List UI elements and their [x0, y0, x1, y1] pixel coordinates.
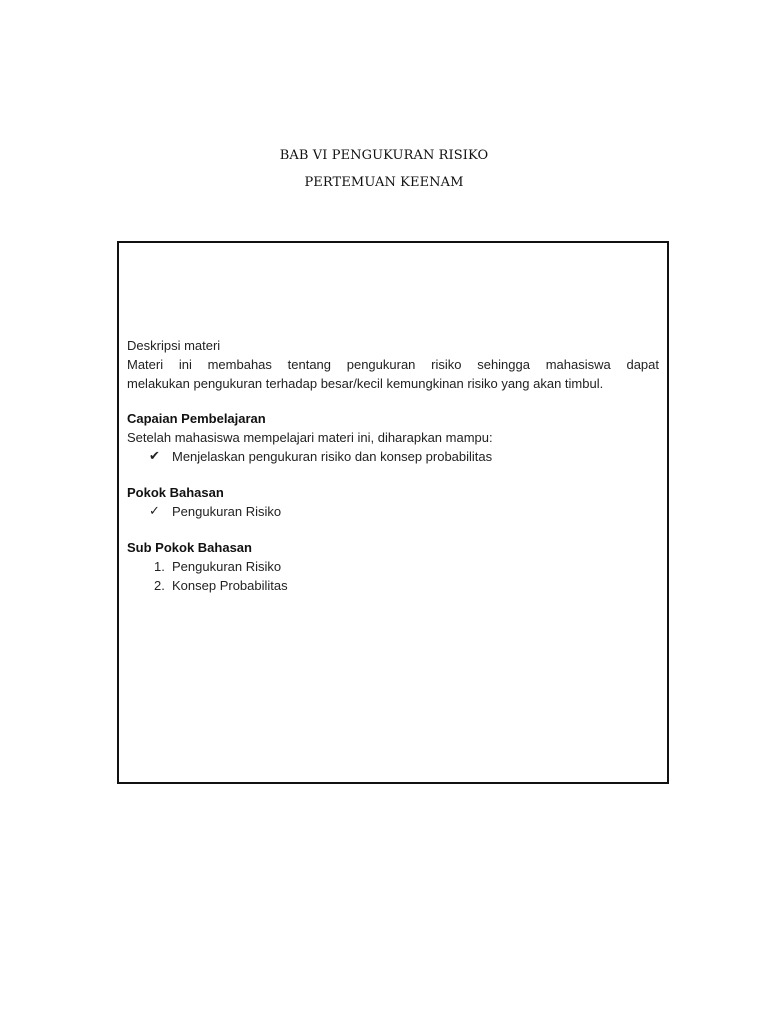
sub-pokok-item-text: Pengukuran Risiko: [172, 559, 282, 574]
chapter-title: BAB VI PENGUKURAN RISIKO: [279, 148, 489, 163]
capaian-item: [127, 447, 659, 466]
list-number: 2.: [154, 578, 165, 593]
deskripsi-line-1: Materi ini membahas tentang pengukuran risiko sehingga mahasiswa dapat: [127, 357, 659, 372]
deskripsi-label: Deskripsi materi: [127, 338, 221, 353]
capaian-intro: Setelah mahasiswa mempelajari materi ini, diharapkan mampu:: [127, 430, 493, 445]
box-content: [127, 336, 659, 595]
capaian-title: Capaian Pembelajaran: [127, 411, 266, 426]
sub-pokok-item-text: Konsep Probabilitas: [172, 578, 288, 593]
capaian-item-text: Menjelaskan pengukuran risiko dan konsep probabilitas: [172, 449, 493, 464]
sub-pokok-item: [127, 576, 659, 595]
deskripsi-line-2: melakukan pengukuran terhadap besar/kecil kemungkinan risiko yang akan timbul.: [127, 376, 604, 391]
pokok-item-text: Pengukuran Risiko: [172, 504, 282, 519]
list-number: 1.: [154, 559, 165, 574]
check-icon: ✔: [149, 449, 160, 464]
check-icon: ✓: [149, 504, 160, 519]
meeting-subtitle: PERTEMUAN KEENAM: [304, 175, 464, 190]
pokok-title: Pokok Bahasan: [127, 485, 224, 500]
pokok-item: [127, 502, 659, 521]
sub-pokok-title: Sub Pokok Bahasan: [127, 540, 252, 555]
sub-pokok-item: [127, 557, 659, 576]
